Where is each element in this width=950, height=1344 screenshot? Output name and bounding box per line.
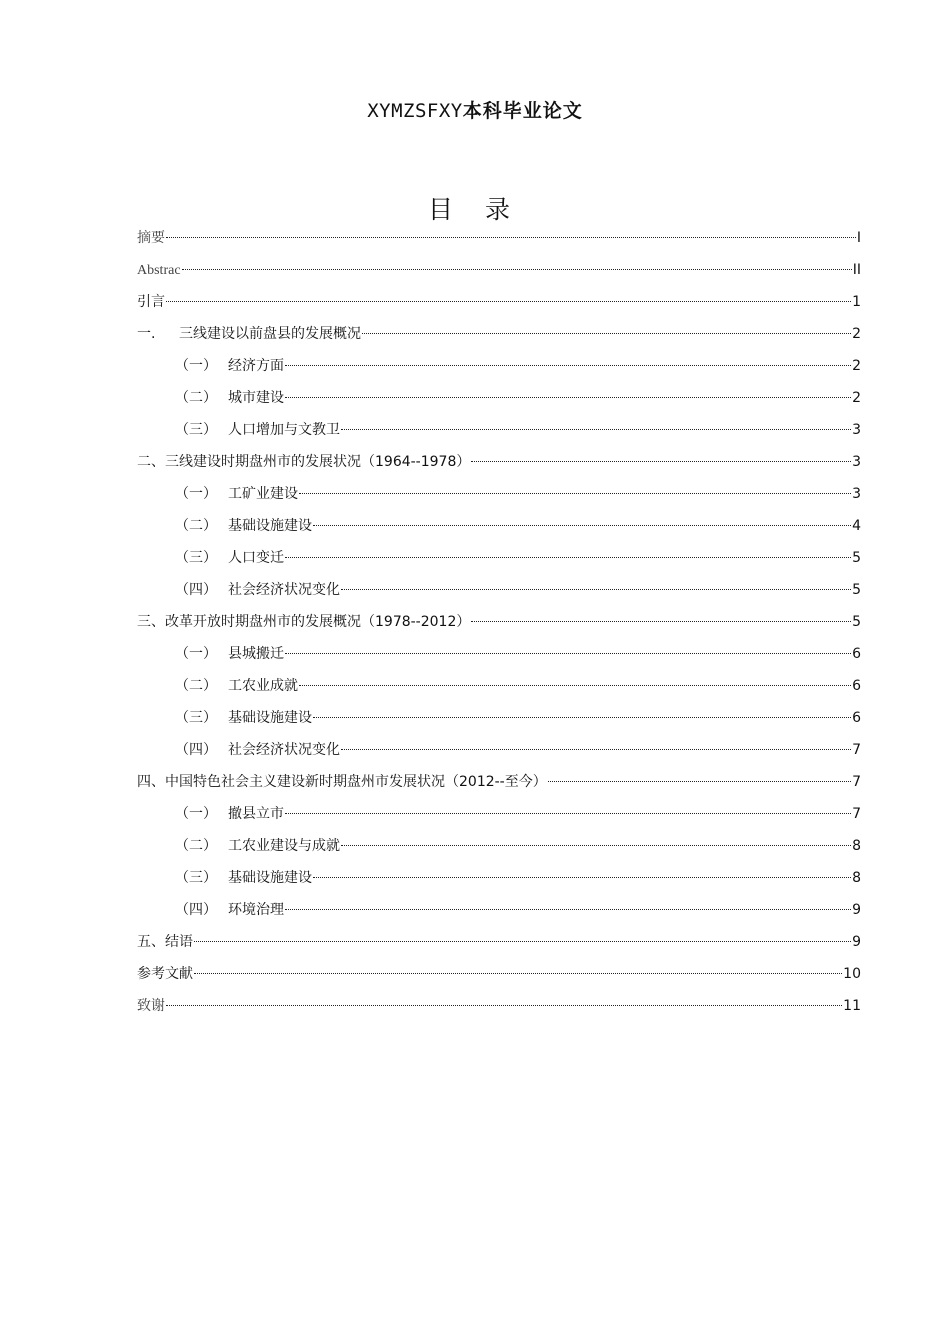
toc-entry-title: 社会经济状况变化 bbox=[228, 582, 340, 598]
toc-entry-number: （三） bbox=[175, 422, 217, 438]
toc-dot-leader bbox=[166, 236, 856, 238]
toc-entry[interactable] bbox=[137, 963, 861, 995]
toc-entry-number: （一） bbox=[175, 646, 217, 662]
toc-dot-leader bbox=[313, 716, 851, 718]
toc-dot-leader bbox=[299, 684, 851, 686]
toc-entry-page: 4 bbox=[852, 518, 861, 534]
toc-entry-title: 三、改革开放时期盘州市的发展概况（1978--2012） bbox=[137, 614, 471, 630]
toc-entry-page: 5 bbox=[852, 582, 861, 598]
toc-entry[interactable] bbox=[137, 803, 861, 835]
page-header bbox=[0, 96, 950, 123]
toc-dot-leader bbox=[285, 556, 851, 558]
toc-entry[interactable] bbox=[137, 611, 861, 643]
toc-entry-title: 致谢 bbox=[137, 999, 165, 1014]
toc-entry-title: 县城搬迁 bbox=[228, 646, 284, 662]
toc-entry-page: 3 bbox=[852, 454, 861, 470]
toc-entry-page: 5 bbox=[852, 550, 861, 566]
toc-dot-leader bbox=[285, 812, 851, 814]
toc-entry-number: （三） bbox=[175, 870, 217, 886]
toc-entry-number: （二） bbox=[175, 838, 217, 854]
header-code: XYMZSFXY bbox=[367, 100, 463, 122]
toc-entry-title: 城市建设 bbox=[228, 390, 284, 406]
toc-entry-title: 基础设施建设 bbox=[228, 710, 312, 726]
toc-entry[interactable] bbox=[137, 515, 861, 547]
toc-entry[interactable] bbox=[137, 323, 861, 355]
toc-entry-page: 6 bbox=[852, 710, 861, 726]
toc-entry-page: II bbox=[852, 262, 861, 278]
toc-entry-title: Abstrac bbox=[137, 263, 181, 278]
toc-entry-number: （一） bbox=[175, 806, 217, 822]
toc-entry-page: 8 bbox=[852, 838, 861, 854]
toc-entry[interactable] bbox=[137, 931, 861, 963]
toc-dot-leader bbox=[299, 492, 851, 494]
toc-entry-title: 参考文献 bbox=[137, 966, 193, 982]
toc-entry[interactable] bbox=[137, 835, 861, 867]
header-label: 本科毕业论文 bbox=[462, 100, 583, 122]
toc-entry[interactable] bbox=[137, 355, 861, 387]
toc-entry-number: （二） bbox=[175, 390, 217, 406]
toc-entry-number: 一. bbox=[137, 326, 156, 342]
toc-entry[interactable] bbox=[137, 867, 861, 899]
toc-entry-page: 9 bbox=[852, 934, 861, 950]
toc-entry[interactable] bbox=[137, 707, 861, 739]
toc-entry[interactable] bbox=[137, 995, 861, 1027]
toc-entry-title: 二、三线建设时期盘州市的发展状况（1964--1978） bbox=[137, 454, 471, 470]
toc-entry-title: 基础设施建设 bbox=[228, 518, 312, 534]
toc-dot-leader bbox=[341, 588, 851, 590]
toc-entry[interactable] bbox=[137, 387, 861, 419]
toc-entry-page: 3 bbox=[852, 422, 861, 438]
toc-entry-title: 人口变迁 bbox=[228, 550, 284, 566]
toc-dot-leader bbox=[341, 428, 851, 430]
toc-entry[interactable] bbox=[137, 771, 861, 803]
toc-entry-page: 3 bbox=[852, 486, 861, 502]
toc-entry[interactable] bbox=[137, 483, 861, 515]
toc-entry-number: （一） bbox=[175, 358, 217, 374]
toc-dot-leader bbox=[166, 300, 851, 302]
toc-entry-title: 人口增加与文教卫 bbox=[228, 422, 340, 438]
toc-entry-page: 10 bbox=[843, 966, 861, 982]
toc-entry-page: 5 bbox=[852, 614, 861, 630]
toc-entry[interactable] bbox=[137, 899, 861, 931]
toc-entry[interactable] bbox=[137, 643, 861, 675]
toc-entry-title: 三线建设以前盘县的发展概况 bbox=[179, 326, 361, 342]
toc-dot-leader bbox=[182, 268, 852, 270]
toc-entry-page: 11 bbox=[843, 998, 861, 1014]
toc-entry-number: （二） bbox=[175, 678, 217, 694]
toc-dot-leader bbox=[313, 876, 851, 878]
toc-entry-page: I bbox=[856, 230, 861, 246]
toc-entry-title: 撤县立市 bbox=[228, 806, 284, 822]
toc-entry-title: 经济方面 bbox=[228, 358, 284, 374]
toc-entry-number: （四） bbox=[175, 582, 217, 598]
toc-entry-number: （三） bbox=[175, 710, 217, 726]
toc-entry-title: 五、结语 bbox=[137, 934, 193, 950]
toc-entry-page: 7 bbox=[852, 806, 861, 822]
toc-entry[interactable] bbox=[137, 259, 861, 291]
toc-entry-title: 四、中国特色社会主义建设新时期盘州市发展状况（2012--至今） bbox=[137, 774, 547, 790]
toc-entry-title: 社会经济状况变化 bbox=[228, 742, 340, 758]
toc-entry-title: 引言 bbox=[137, 294, 165, 310]
toc-dot-leader bbox=[341, 748, 851, 750]
toc-entry[interactable] bbox=[137, 579, 861, 611]
toc-entry-page: 7 bbox=[852, 742, 861, 758]
toc-entry-page: 9 bbox=[852, 902, 861, 918]
toc-entry-page: 2 bbox=[852, 390, 861, 406]
toc-dot-leader bbox=[362, 332, 851, 334]
toc-entry[interactable] bbox=[137, 419, 861, 451]
toc-entry[interactable] bbox=[137, 547, 861, 579]
toc-entry-number: （一） bbox=[175, 486, 217, 502]
toc-dot-leader bbox=[166, 1004, 842, 1006]
toc-dot-leader bbox=[285, 908, 851, 910]
toc-dot-leader bbox=[471, 620, 851, 622]
toc-dot-leader bbox=[341, 844, 851, 846]
toc-entry-page: 6 bbox=[852, 646, 861, 662]
toc-entry-number: （二） bbox=[175, 518, 217, 534]
toc-entry-number: （三） bbox=[175, 550, 217, 566]
table-of-contents bbox=[137, 227, 861, 1027]
toc-dot-leader bbox=[471, 460, 851, 462]
toc-entry[interactable] bbox=[137, 675, 861, 707]
toc-entry-number: （四） bbox=[175, 742, 217, 758]
toc-dot-leader bbox=[313, 524, 851, 526]
toc-entry-title: 摘要 bbox=[137, 231, 165, 246]
toc-dot-leader bbox=[285, 396, 851, 398]
toc-entry-page: 8 bbox=[852, 870, 861, 886]
toc-entry-page: 2 bbox=[852, 358, 861, 374]
toc-entry-title: 基础设施建设 bbox=[228, 870, 312, 886]
toc-dot-leader bbox=[548, 780, 851, 782]
toc-entry-title: 工农业成就 bbox=[228, 678, 298, 694]
toc-dot-leader bbox=[285, 364, 851, 366]
toc-entry-title: 工农业建设与成就 bbox=[228, 838, 340, 854]
toc-entry-title: 环境治理 bbox=[228, 902, 284, 918]
toc-dot-leader bbox=[194, 972, 842, 974]
toc-dot-leader bbox=[194, 940, 851, 942]
toc-entry[interactable] bbox=[137, 451, 861, 483]
toc-entry-title: 工矿业建设 bbox=[228, 486, 298, 502]
toc-entry[interactable] bbox=[137, 739, 861, 771]
toc-dot-leader bbox=[285, 652, 851, 654]
toc-entry-page: 7 bbox=[852, 774, 861, 790]
toc-entry-page: 2 bbox=[852, 326, 861, 342]
toc-entry-page: 1 bbox=[852, 294, 861, 310]
toc-entry[interactable] bbox=[137, 227, 861, 259]
toc-title: 目 录 bbox=[428, 195, 522, 224]
toc-entry-number: （四） bbox=[175, 902, 217, 918]
toc-entry-page: 6 bbox=[852, 678, 861, 694]
toc-entry[interactable] bbox=[137, 291, 861, 323]
